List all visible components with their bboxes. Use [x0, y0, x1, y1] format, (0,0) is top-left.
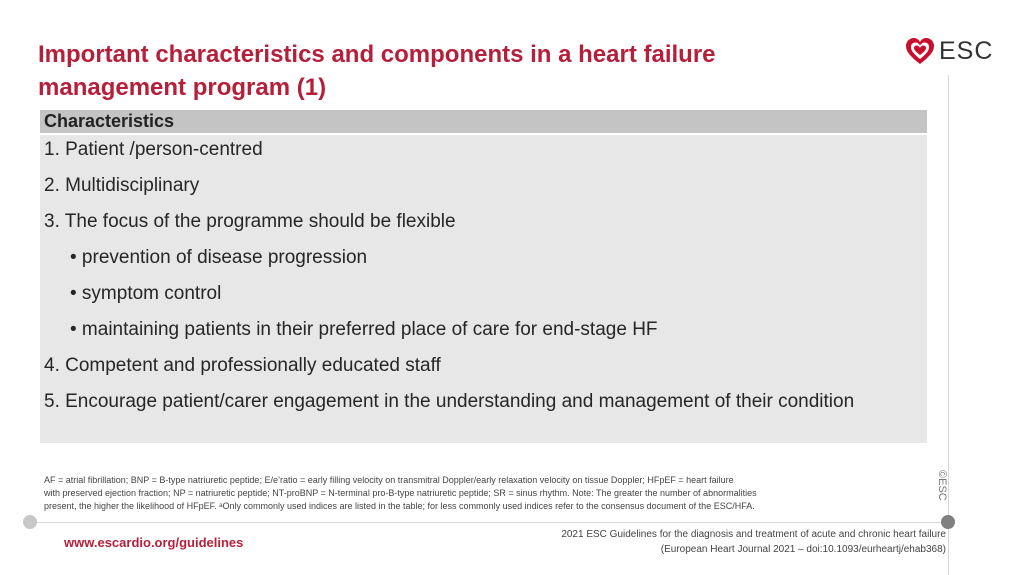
table-row-bullet: • maintaining patients in their preferred place of care for end-stage HF	[70, 319, 658, 340]
characteristics-table	[40, 110, 927, 443]
table-row: 1. Patient /person-centred	[44, 139, 263, 160]
table-row: 4. Competent and professionally educated staff	[44, 355, 441, 376]
citation	[561, 527, 946, 557]
horizontal-divider	[30, 522, 950, 523]
citation-line-2: (European Heart Journal 2021 – doi:10.1093/eurheartj/ehab368)	[660, 544, 946, 555]
footnote-line-3: present, the higher the likelihood of HFpEF. ᵃOnly commonly used indices are listed in the table; for less commonly used indices refer to the consensus document of the ESC/HFA.	[44, 501, 755, 511]
footnote-line-2: with preserved ejection fraction; NP = natriuretic peptide; NT-proBNP = N-terminal pro-B-type natriuretic peptide; SR = sinus rhythm. Note: The greater the number of abnormalities	[44, 488, 757, 498]
table-row-bullet: • symptom control	[70, 283, 222, 304]
heart-icon	[905, 37, 935, 65]
citation-line-1: 2021 ESC Guidelines for the diagnosis and treatment of acute and chronic heart failure	[561, 529, 946, 540]
table-row: 5. Encourage patient/carer engagement in the understanding and management of their condition	[44, 391, 855, 412]
left-divider-dot	[23, 515, 37, 529]
logo-text: ESC	[939, 36, 994, 65]
copyright-label: ©ESC	[936, 470, 948, 501]
vertical-divider	[948, 75, 949, 575]
title-line-1: Important characteristics and components in a heart failure	[38, 41, 716, 68]
table-row: 2. Multidisciplinary	[44, 175, 200, 196]
table-header: Characteristics	[40, 110, 927, 133]
esc-logo	[905, 36, 993, 66]
table-row-bullet: • prevention of disease progression	[70, 247, 368, 268]
footnote	[44, 474, 904, 513]
guidelines-link[interactable]: www.escardio.org/guidelines	[64, 535, 244, 550]
footnote-line-1: AF = atrial fibrillation; BNP = B-type natriuretic peptide; E/e’ratio = early filling velocity on transmitral Doppler/early relaxation velocity on tissue Doppler; HFpEF = heart failure	[44, 475, 734, 485]
page-title	[38, 38, 858, 104]
title-line-2: management program (1)	[38, 74, 327, 101]
table-row: 3. The focus of the programme should be flexible	[44, 211, 456, 232]
table-body	[40, 135, 927, 443]
